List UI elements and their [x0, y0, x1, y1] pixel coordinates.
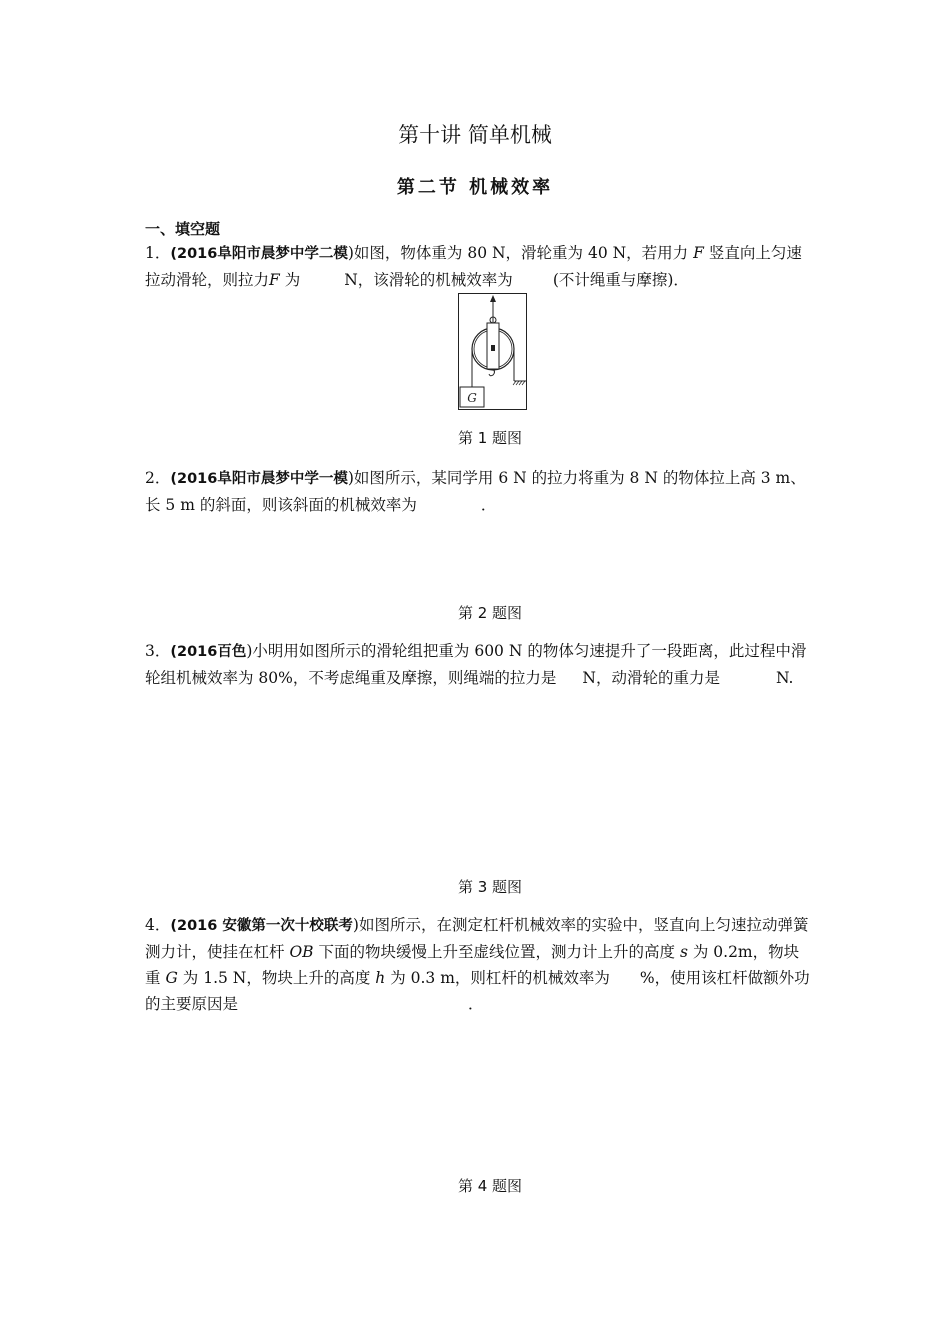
variable-s: s — [679, 943, 688, 961]
figure-caption-2: 第 2 题图 — [457, 604, 523, 622]
ground-hatch — [513, 381, 525, 385]
question-2 — [145, 465, 810, 518]
question-number: 1． — [145, 244, 171, 262]
question-text: ． — [480, 496, 497, 514]
figure-caption-3: 第 3 题图 — [457, 878, 523, 896]
variable-f: F — [269, 271, 280, 289]
pulley-axle — [491, 345, 495, 351]
question-number: 4． — [145, 916, 171, 934]
question-text: 竖直向上匀速拉动滑轮，则拉力 — [145, 244, 802, 289]
question-text: 为 — [284, 271, 301, 289]
question-1 — [145, 240, 810, 293]
question-number: 2． — [145, 469, 171, 487]
question-text: )小明用如图所示的滑轮组把重为 600 N 的物体匀速提升了一段距离，此过程中滑轮组机械效率为 80%，不考虑绳重及摩擦，则绳端的拉力是 — [145, 642, 807, 687]
arrow-up-icon — [490, 295, 496, 302]
question-text: )如图所示，在测定杠杆机械效率的实验中，竖直向上匀速拉动弹簧测力计，使挂在杠杆 — [145, 916, 809, 961]
page-title: 第十讲 简单机械 — [398, 123, 552, 147]
question-text: 为 0.2m，物块重 — [145, 943, 800, 987]
question-text: N. — [775, 669, 794, 687]
question-source: (2016百色 — [170, 644, 247, 660]
question-text: )如图，物体重为 80 N，滑轮重为 40 N，若用力 — [347, 244, 689, 262]
question-text: 下面的物块缓慢上升至虚线位置，测力计上升的高度 — [318, 943, 676, 961]
section-subtitle: 第二节 机械效率 — [396, 177, 554, 198]
variable-f: F — [693, 244, 704, 262]
question-source: (2016阜阳市晨梦中学一模 — [170, 471, 348, 487]
question-text: (不计绳重与摩擦)． — [552, 271, 689, 289]
figure-caption-4: 第 4 题图 — [457, 1177, 523, 1195]
section-heading: 一、填空题 — [145, 220, 221, 238]
pulley-figure — [458, 293, 528, 411]
figure-caption-1: 第 1 题图 — [457, 429, 523, 447]
variable-g: G — [165, 969, 178, 987]
weight-label: G — [467, 391, 477, 405]
variable-ob: OB — [289, 943, 314, 961]
question-text: 为 0.3 m，则杠杆的机械效率为 — [390, 969, 610, 987]
question-text: ． — [468, 995, 484, 1013]
question-number: 3． — [145, 642, 171, 660]
question-source: (2016阜阳市晨梦中学二模 — [170, 246, 348, 262]
question-text: %，使用该杠杆做额外功的主要原因是 — [145, 969, 810, 1013]
question-source: (2016 安徽第一次十校联考 — [170, 918, 353, 934]
question-text: )如图所示，某同学用 6 N 的拉力将重为 8 N 的物体拉上高 3 m、长 5 m 的斜面，则该斜面的机械效率为 — [145, 469, 806, 514]
question-text: N，动滑轮的重力是 — [582, 669, 720, 687]
variable-h: h — [375, 969, 386, 987]
question-3 — [145, 638, 810, 691]
question-4 — [145, 912, 810, 1017]
question-text: 为 1.5 N，物块上升的高度 — [182, 969, 371, 987]
question-text: N，该滑轮的机械效率为 — [344, 271, 513, 289]
